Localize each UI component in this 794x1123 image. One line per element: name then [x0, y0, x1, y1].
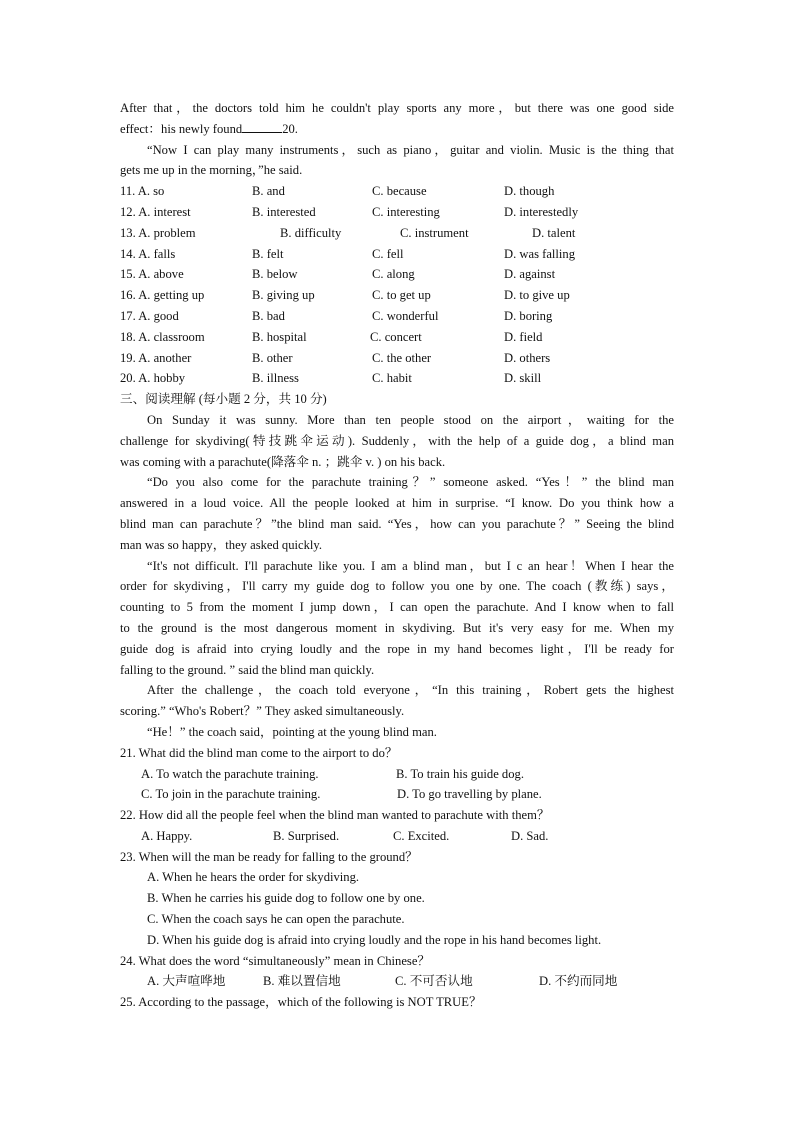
- option-a: 16. A. getting up: [120, 288, 205, 303]
- option-b: B. When he carries his guide dog to follow one by one.: [147, 891, 425, 906]
- exam-page: [120, 98, 674, 1013]
- option-a: 17. A. good: [120, 308, 179, 323]
- option-d: D. against: [504, 267, 556, 282]
- question-row: [120, 202, 674, 223]
- option-d: D. was falling: [504, 246, 575, 261]
- cloze-passage-end: [120, 98, 674, 181]
- option-c: C. instrument: [400, 225, 469, 240]
- question-row: [120, 244, 674, 265]
- option-b: B. and: [252, 184, 285, 199]
- option-c: C. habit: [372, 371, 412, 386]
- option-b: B. illness: [252, 371, 299, 386]
- reading-questions: [120, 743, 674, 1013]
- passage-line: “He！” the coach said，pointing at the young blind man.: [147, 724, 437, 739]
- question-row: [120, 306, 674, 327]
- option-b: B. 难以置信地: [263, 974, 341, 989]
- option-d: D. to give up: [504, 288, 570, 303]
- option-a: 20. A. hobby: [120, 371, 186, 386]
- option-a: A. Happy.: [141, 828, 193, 843]
- option-c: C. Excited.: [393, 828, 450, 843]
- question-row: [120, 327, 674, 348]
- option-d: D. others: [504, 350, 551, 365]
- option-b: B. hospital: [252, 329, 307, 344]
- option-row: [120, 867, 674, 888]
- passage-line: to the ground is the most dangerous moment in skydiving. But it's very easy for me. When my: [120, 620, 674, 635]
- passage-line: gets me up in the morning，”he said.: [120, 163, 303, 178]
- option-c: C. to get up: [372, 288, 431, 303]
- passage-text: effect：his newly found: [120, 121, 243, 136]
- option-d: D. 不约而同地: [539, 974, 618, 989]
- option-a: A. To watch the parachute training.: [141, 766, 319, 781]
- passage-line: blind man can parachute？”the blind man said. “Yes，how can you parachute？” Seeing the blind: [120, 516, 674, 531]
- passage-line: “Now I can play many instruments，such as piano，guitar and violin. Music is the thing that: [147, 142, 674, 157]
- option-row: [120, 764, 674, 785]
- option-b: B. below: [252, 267, 298, 282]
- option-c: C. concert: [370, 329, 422, 344]
- option-c: C. along: [372, 267, 415, 282]
- option-b: B. giving up: [252, 288, 315, 303]
- option-d: D. interestedly: [504, 204, 579, 219]
- passage-line: challenge for skydiving(特技跳伞运动). Suddenly，with the help of a guide dog，a blind man: [120, 433, 674, 448]
- passage-line: “It's not difficult. I'll parachute like you. I am a blind man，but I c an hear！When I hear the: [147, 558, 674, 573]
- question-row: [120, 223, 674, 244]
- passage-line: [120, 119, 674, 140]
- reading-passage: [120, 410, 674, 743]
- option-a: 14. A. falls: [120, 246, 176, 261]
- passage-line: After that，the doctors told him he couldn't play sports any more，but there was one good side: [120, 101, 674, 115]
- option-row: [120, 909, 674, 930]
- option-b: B. felt: [252, 246, 284, 261]
- option-a: 15. A. above: [120, 267, 184, 282]
- option-a: 11. A. so: [120, 184, 165, 199]
- option-d: D. field: [504, 329, 543, 344]
- passage-line: order for skydiving，I'll carry my guide dog to follow you one by one. The coach (教练) says，: [120, 579, 674, 594]
- option-b: B. interested: [252, 204, 316, 219]
- option-c: C. because: [372, 184, 427, 199]
- question-row: [120, 264, 674, 285]
- passage-line: scoring.” “Who's Robert？” They asked simultaneously.: [120, 704, 405, 719]
- option-a: 19. A. another: [120, 350, 192, 365]
- passage-line: was coming with a parachute(降落伞 n. ；跳伞 v. ) on his back.: [120, 454, 446, 469]
- passage-line: falling to the ground. ” said the blind man quickly.: [120, 662, 375, 677]
- option-c: C. 不可否认地: [395, 974, 473, 989]
- passage-line: guide dog is afraid into crying loudly and the rope in my hand becomes light，I'll be ready for: [120, 641, 674, 656]
- option-d: D. boring: [504, 308, 553, 323]
- option-row: [120, 784, 674, 805]
- option-b: B. bad: [252, 308, 285, 323]
- option-b: B. other: [252, 350, 293, 365]
- question-row: [120, 348, 674, 369]
- option-a: 13. A. problem: [120, 225, 196, 240]
- option-d: D. Sad.: [511, 828, 549, 843]
- option-c: C. wonderful: [372, 308, 439, 323]
- option-d: D. skill: [504, 371, 542, 386]
- option-c: C. fell: [372, 246, 404, 261]
- option-row: [120, 826, 674, 847]
- option-c: C. To join in the parachute training.: [141, 787, 321, 802]
- option-row: [120, 888, 674, 909]
- passage-line: man was so happy，they asked quickly.: [120, 537, 323, 552]
- option-a: A. When he hears the order for skydiving.: [147, 870, 360, 885]
- option-a: 18. A. classroom: [120, 329, 205, 344]
- option-b: B. Surprised.: [273, 828, 340, 843]
- question-row: [120, 368, 674, 389]
- question-stem: 21. What did the blind man come to the airport to do？: [120, 745, 398, 760]
- passage-line: counting to 5 from the moment I jump down，I can open the parachute. And I know when to fall: [120, 600, 674, 615]
- option-c: C. interesting: [372, 204, 440, 219]
- question-stem: 22. How did all the people feel when the blind man wanted to parachute with them？: [120, 808, 550, 823]
- question-row: [120, 285, 674, 306]
- option-row: [120, 971, 674, 992]
- option-a: 12. A. interest: [120, 204, 191, 219]
- passage-line: On Sunday it was sunny. More than ten people stood on the airport，waiting for the: [147, 412, 674, 427]
- option-d: D. though: [504, 184, 555, 199]
- option-row: [120, 930, 674, 951]
- option-c: C. When the coach says he can open the parachute.: [147, 912, 405, 927]
- option-a: A. 大声喧哗地: [147, 974, 226, 989]
- option-d: D. talent: [532, 225, 576, 240]
- option-d: D. To go travelling by plane.: [397, 787, 542, 802]
- cloze-options: [120, 181, 674, 389]
- answer-blank: [242, 119, 282, 133]
- blank-number: 20.: [282, 121, 298, 136]
- option-d: D. When his guide dog is afraid into crying loudly and the rope in his hand becomes light.: [147, 932, 602, 947]
- option-c: C. the other: [372, 350, 432, 365]
- option-b: B. To train his guide dog.: [396, 766, 524, 781]
- question-stem: 23. When will the man be ready for falling to the ground？: [120, 849, 418, 864]
- passage-line: answered in a loud voice. All the people looked at him in surprise. “I know. Do you think how a: [120, 496, 674, 511]
- passage-line: “Do you also come for the parachute training？” someone asked. “Yes！” the blind man: [147, 475, 674, 490]
- question-row: [120, 181, 674, 202]
- question-stem: 24. What does the word “simultaneously” mean in Chinese？: [120, 953, 430, 968]
- section-heading: 三、阅读理解 (每小题 2 分，共 10 分): [120, 392, 327, 407]
- question-stem: 25. According to the passage，which of the following is NOT TRUE？: [120, 995, 482, 1010]
- option-b: B. difficulty: [280, 225, 342, 240]
- passage-line: After the challenge，the coach told everyone，“In this training，Robert gets the highest: [147, 683, 674, 698]
